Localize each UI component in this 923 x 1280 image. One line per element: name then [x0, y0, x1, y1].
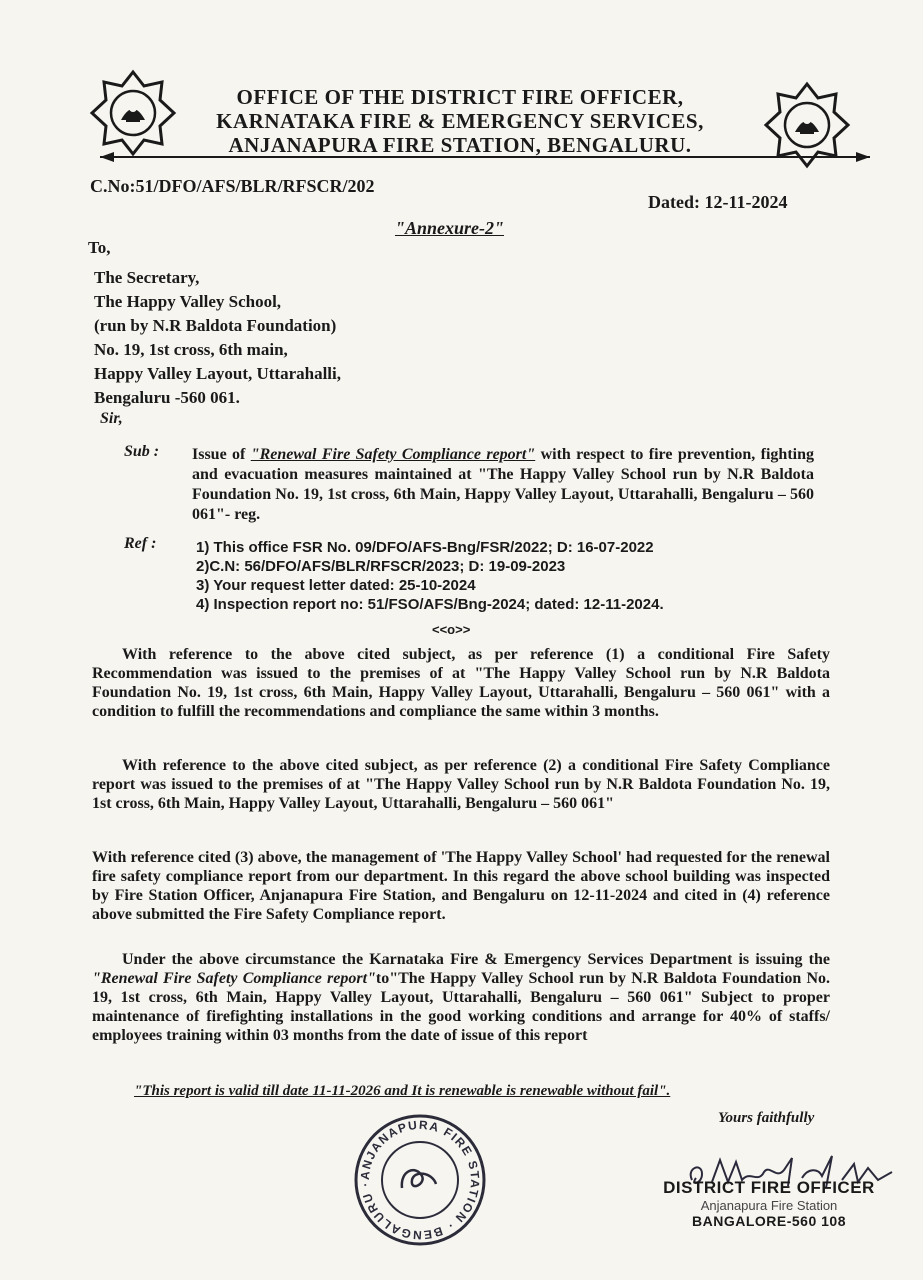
p4-rest: to"The Happy Valley School run by N.R Baldota Foundation No. 19, 1st cross, 6th Main, Happy Valley Layout, Uttarahalli, Bengaluru – 560 061" Subject to proper maintenance of firefighting installations in the good working conditions and arrange for 40% of staffs/ employees training within 03 months from the date of issue of this report: [92, 970, 830, 1044]
to-label: To,: [88, 238, 111, 257]
reference-item: 3) Your request letter dated: 25-10-2024: [196, 577, 476, 594]
body-paragraph-4: [92, 950, 830, 1045]
body-paragraph-2: With reference to the above cited subject, as per reference (2) a conditional Fire Safety Compliance report was issued to the premises of at "The Happy Valley School run by N.R Baldota Foundation No. 19, 1st cross, 6th Main, Happy Valley Layout, Uttarahalli, Bengaluru – 560 061": [92, 757, 830, 812]
subject-prefix: Issue of: [192, 446, 251, 463]
address-line: (run by N.R Baldota Foundation): [94, 316, 337, 335]
section-separator: <<o>>: [432, 622, 471, 637]
body-paragraph-1: With reference to the above cited subject, as per reference (1) a conditional Fire Safety Recommendation was issued to the premises of at "The Happy Valley School run by N.R Baldota Foundation No. 19, 1st cross, 6th Main, Happy Valley Layout, Uttarahalli, Bengaluru – 560 061" with a condition to fulfill the recommendations and compliance the same within 3 months.: [92, 646, 830, 720]
letterhead-line-1: OFFICE OF THE DISTRICT FIRE OFFICER,: [236, 85, 684, 109]
signatory-title: DISTRICT FIRE OFFICER: [663, 1178, 875, 1197]
letterhead-line-2: KARNATAKA FIRE & EMERGENCY SERVICES,: [216, 109, 704, 133]
letterhead-line-3: ANJANAPURA FIRE STATION, BENGALURU.: [228, 133, 692, 157]
recipient-address: [94, 266, 341, 410]
signatory-city: BANGALORE-560 108: [692, 1213, 846, 1229]
department-emblem-left-icon: [88, 68, 178, 158]
validity-statement: "This report is valid till date 11-11-2026 and It is renewable is renewable without fail".: [134, 1083, 671, 1099]
reference-item: 1) This office FSR No. 09/DFO/AFS-Bng/FSR/2022; D: 16-07-2022: [196, 539, 654, 556]
reference-item: 4) Inspection report no: 51/FSO/AFS/Bng-2024; dated: 12-11-2024.: [196, 596, 664, 613]
reference-label: Ref :: [124, 535, 157, 552]
address-line: The Secretary,: [94, 268, 200, 287]
fire-station-seal-icon: [350, 1110, 490, 1250]
annexure-label: "Annexure-2": [395, 218, 505, 238]
signature-block: [654, 1178, 884, 1229]
subject-text: [192, 445, 814, 525]
address-line: Happy Valley Layout, Uttarahalli,: [94, 364, 342, 383]
p4-prefix: Under the above circumstance the Karnataka Fire & Emergency Services Department is issuing the: [122, 951, 830, 968]
salutation: Sir,: [100, 410, 123, 427]
letterhead: [170, 85, 750, 157]
body-paragraph-3: With reference cited (3) above, the management of 'The Happy Valley School' had requested for the renewal fire safety compliance report from our department. In this regard the above school building was inspected by Fire Station Officer, Anjanapura Fire Station, and Bengaluru on 12-11-2024 and cited in (4) reference above submitted the Fire Safety Compliance report.: [92, 849, 830, 923]
address-line: The Happy Valley School,: [94, 292, 282, 311]
subject-label: Sub :: [124, 443, 160, 460]
letterhead-divider: [100, 150, 870, 162]
svg-text:ANJANAPURA FIRE STATION · BENG: ANJANAPURA FIRE STATION · BENGALURU ·: [357, 1117, 483, 1243]
subject-rest: with respect to fire prevention, fighting and evacuation measures maintained at "The Happy Valley School run by N.R Baldota Foundation No. 19, 1st cross, 6th Main, Happy Valley Layout, Uttarahalli, Bengaluru – 560 061"- reg.: [192, 446, 815, 523]
reference-list: [196, 538, 664, 614]
reference-item: 2)C.N: 56/DFO/AFS/BLR/RFSCR/2023; D: 19-09-2023: [196, 558, 566, 575]
address-line: No. 19, 1st cross, 6th main,: [94, 340, 288, 359]
letter-date: Dated: 12-11-2024: [648, 192, 788, 212]
subject-emphasis: "Renewal Fire Safety Compliance report": [250, 446, 536, 463]
signatory-station: Anjanapura Fire Station: [700, 1198, 838, 1213]
p4-emphasis: "Renewal Fire Safety Compliance report": [92, 970, 376, 987]
address-line: Bengaluru -560 061.: [94, 388, 240, 407]
closing-yours-faithfully: Yours faithfully: [718, 1110, 815, 1126]
circular-number: C.No:51/DFO/AFS/BLR/RFSCR/202: [90, 176, 375, 196]
